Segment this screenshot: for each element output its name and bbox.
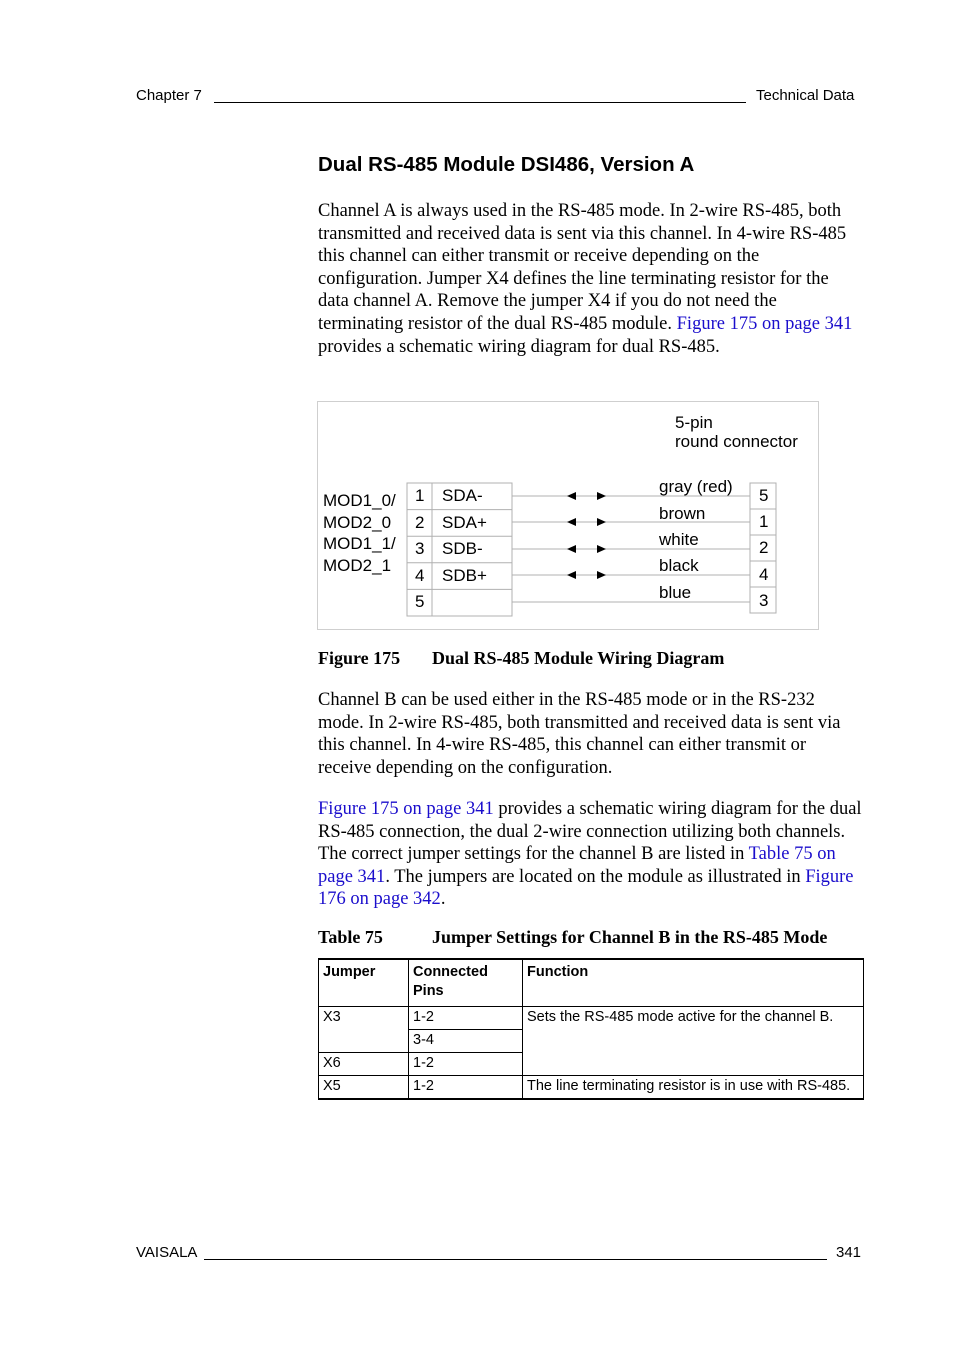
signal-label: SDB- (442, 539, 483, 558)
footer-company: VAISALA (136, 1244, 198, 1261)
header-section: Technical Data (756, 87, 855, 104)
wire-color-label: brown (659, 504, 706, 523)
connector-label-line2: round connector (675, 432, 798, 451)
figure-175-link[interactable]: Figure 175 on page 341 (318, 799, 494, 819)
wire-color-label: blue (659, 583, 692, 602)
paragraph-text: provides a schematic wiring diagram for dual RS-485. (318, 336, 720, 357)
table-caption-number: Table 75 (318, 927, 383, 947)
table-row (319, 1076, 864, 1100)
module-label: MOD2_0 (323, 513, 392, 532)
wire-color-label: black (659, 556, 699, 575)
cell-jumper: X3 (319, 1007, 409, 1053)
wire-color-label: gray (red) (659, 477, 733, 496)
header-cell-pins: Connected Pins (409, 959, 523, 1007)
header-chapter: Chapter 7 (136, 87, 202, 104)
signal-label: SDA- (442, 486, 483, 505)
figure-caption-number: Figure 175 (318, 648, 401, 668)
wiring-diagram (317, 401, 819, 630)
right-pin-label: 4 (759, 565, 769, 584)
signal-label: SDB+ (442, 566, 487, 585)
figure-175-link[interactable]: Figure 175 on page 341 (676, 313, 853, 334)
paragraph-channel-a (318, 200, 863, 358)
footer-page-number: 341 (836, 1244, 862, 1261)
signal-label: SDA+ (442, 513, 487, 532)
footer-rule (204, 1259, 827, 1260)
wires (512, 496, 750, 602)
left-pin-label: 1 (415, 486, 425, 505)
cell-function: Sets the RS-485 mode active for the channel B. (523, 1007, 864, 1076)
cell-jumper: X5 (319, 1076, 409, 1100)
paragraph-wiring-reference (318, 798, 863, 911)
paragraph-text: . (440, 889, 446, 910)
module-label: MOD2_1 (323, 556, 392, 575)
left-pin-label: 2 (415, 513, 425, 532)
paragraph-text: . The jumpers are located on the module as illustrated in (385, 866, 806, 887)
cell-function: The line terminating resistor is in use with RS-485. (523, 1076, 864, 1100)
right-pin-label: 2 (759, 538, 769, 557)
header-cell-function: Function (523, 959, 864, 1007)
table-header-row (319, 959, 864, 1007)
right-pin-label: 3 (759, 591, 769, 610)
right-pin-label: 5 (759, 486, 769, 505)
module-label: MOD1_0/ (323, 491, 396, 510)
wire-color-label: white (659, 530, 699, 549)
connector-arrows (567, 492, 606, 579)
figure-176-link[interactable]: Figure 176 on page 342 (318, 866, 854, 910)
jumper-settings-table (318, 958, 864, 1100)
paragraph-text: provides a schematic wiring diagram for the dual RS-485 connection, the dual 2-wire connection utilizing both channels. The correct jumper settings for the channel B are listed in (318, 799, 862, 865)
table-row (319, 1007, 864, 1030)
table-75-link[interactable]: Table 75 on page 341 (318, 844, 836, 887)
connector-label-line1: 5-pin (675, 413, 713, 432)
cell-pins: 3-4 (409, 1030, 523, 1053)
module-label: MOD1_1/ (323, 534, 396, 553)
cell-jumper: X6 (319, 1053, 409, 1076)
left-pin-label: 5 (415, 592, 425, 611)
paragraph-text: Channel A is always used in the RS-485 mode. In 2-wire RS-485, both transmitted and received data is sent via this channel. In 4-wire RS-485 this channel can either transmit or receive depending on the configuration. Jumper X4 defines the line terminating resistor for the data channel A. Remove the jumper X4 if you do not need the terminating resistor of the dual RS-485 module. (318, 201, 847, 334)
left-pin-label: 3 (415, 539, 425, 558)
right-pin-label: 1 (759, 512, 769, 531)
figure-caption-title: Dual RS-485 Module Wiring Diagram (432, 648, 725, 668)
left-pin-label: 4 (415, 566, 425, 585)
section-title: Dual RS-485 Module DSI486, Version A (318, 153, 695, 176)
cell-pins: 1-2 (409, 1007, 523, 1030)
cell-pins: 1-2 (409, 1053, 523, 1076)
paragraph-channel-b: Channel B can be used either in the RS-485 mode or in the RS-232 mode. In 2-wire RS-485, both transmitted and received data is sent via this channel. In 4-wire RS-485, this channel can either transmit or receive depending on the configuration. (318, 690, 841, 778)
header-rule (214, 102, 746, 103)
table-caption-title: Jumper Settings for Channel B in the RS-485 Mode (432, 927, 828, 947)
header-cell-jumper: Jumper (319, 959, 409, 1007)
cell-pins: 1-2 (409, 1076, 523, 1100)
